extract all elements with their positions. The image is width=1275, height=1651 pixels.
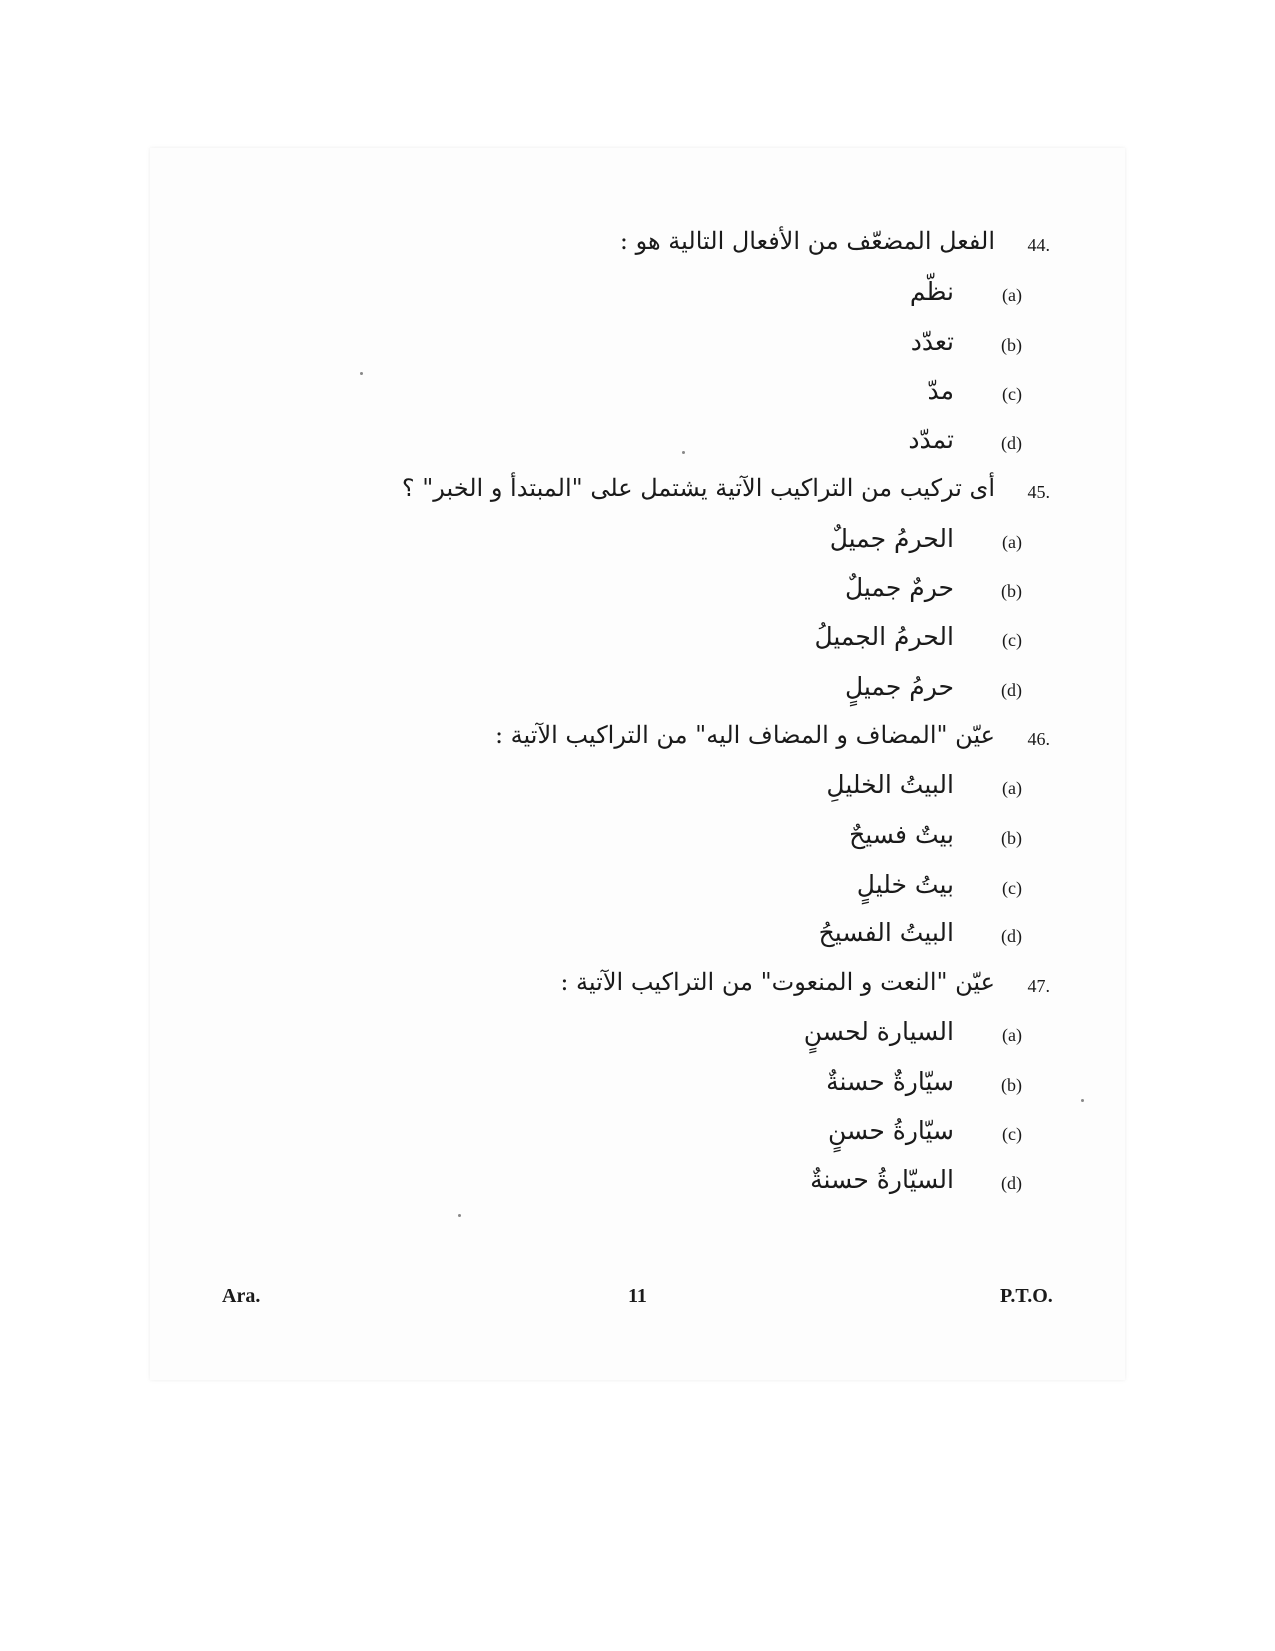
option-label: (c) bbox=[1002, 630, 1022, 650]
option-44-b[interactable] bbox=[0, 321, 1022, 373]
option-text: بيتٌ فسيحٌ bbox=[849, 820, 954, 849]
scan-speck bbox=[458, 1214, 461, 1217]
option-text: الحرمُ جميلٌ bbox=[829, 524, 954, 553]
option-text: نظّم bbox=[909, 277, 954, 306]
option-text: البيتُ الخليلِ bbox=[826, 770, 954, 799]
question-47 bbox=[0, 962, 1050, 1014]
question-45 bbox=[0, 468, 1050, 520]
option-47-d[interactable] bbox=[0, 1159, 1022, 1211]
option-label: (b) bbox=[1001, 581, 1022, 601]
scan-speck bbox=[1081, 1099, 1084, 1102]
option-44-a[interactable] bbox=[0, 271, 1022, 323]
option-text: مدّ bbox=[927, 376, 954, 405]
scan-speck bbox=[682, 451, 685, 454]
option-text: الحرمُ الجميلُ bbox=[814, 622, 954, 651]
option-text: تمدّد bbox=[908, 425, 954, 454]
option-46-c[interactable] bbox=[0, 864, 1022, 916]
question-text: عيّن "المضاف و المضاف اليه" من التراكيب الآتية : bbox=[494, 721, 995, 749]
question-46 bbox=[0, 715, 1050, 767]
question-text: أى تركيب من التراكيب الآتية يشتمل على "المبتدأ و الخبر" ؟ bbox=[401, 474, 995, 502]
option-46-b[interactable] bbox=[0, 814, 1022, 866]
option-45-b[interactable] bbox=[0, 567, 1022, 619]
option-label: (b) bbox=[1001, 1075, 1022, 1095]
option-text: سيّارةٌ حسنةٌ bbox=[826, 1067, 954, 1096]
option-text: حرمُ جميلٍ bbox=[844, 672, 954, 701]
option-text: البيتُ الفسيحُ bbox=[818, 918, 954, 947]
scan-speck bbox=[360, 372, 363, 375]
option-44-d[interactable] bbox=[0, 419, 1022, 471]
option-45-a[interactable] bbox=[0, 518, 1022, 570]
option-text: السيارة لحسنٍ bbox=[803, 1017, 954, 1046]
option-45-c[interactable] bbox=[0, 616, 1022, 668]
option-label: (a) bbox=[1002, 285, 1022, 305]
option-label: (d) bbox=[1001, 680, 1022, 700]
page-number: 11 bbox=[628, 1285, 647, 1307]
option-46-d[interactable] bbox=[0, 912, 1022, 964]
option-text: بيتُ خليلٍ bbox=[856, 870, 954, 899]
option-text: تعدّد bbox=[910, 327, 954, 356]
question-text: عيّن "النعت و المنعوت" من التراكيب الآتية : bbox=[560, 968, 995, 996]
question-44 bbox=[0, 221, 1050, 273]
option-label: (d) bbox=[1001, 1173, 1022, 1193]
footer-subject-code: Ara. bbox=[222, 1285, 261, 1307]
option-46-a[interactable] bbox=[0, 764, 1022, 816]
option-label: (b) bbox=[1001, 335, 1022, 355]
option-label: (c) bbox=[1002, 384, 1022, 404]
question-number: 45. bbox=[1027, 482, 1050, 502]
option-47-b[interactable] bbox=[0, 1061, 1022, 1113]
option-label: (a) bbox=[1002, 532, 1022, 552]
option-47-a[interactable] bbox=[0, 1011, 1022, 1063]
option-label: (c) bbox=[1002, 878, 1022, 898]
question-number: 44. bbox=[1027, 235, 1050, 255]
option-label: (d) bbox=[1001, 926, 1022, 946]
option-label: (a) bbox=[1002, 1025, 1022, 1045]
option-label: (a) bbox=[1002, 778, 1022, 798]
option-text: حرمٌ جميلٌ bbox=[844, 573, 954, 602]
option-text: سيّارةُ حسنٍ bbox=[827, 1116, 954, 1145]
footer-pto: P.T.O. bbox=[1000, 1285, 1053, 1307]
option-44-c[interactable] bbox=[0, 370, 1022, 422]
option-label: (c) bbox=[1002, 1124, 1022, 1144]
option-47-c[interactable] bbox=[0, 1110, 1022, 1162]
question-number: 46. bbox=[1027, 729, 1050, 749]
option-text: السيّارةُ حسنةٌ bbox=[810, 1165, 954, 1194]
question-text: الفعل المضعّف من الأفعال التالية هو : bbox=[619, 227, 995, 255]
option-45-d[interactable] bbox=[0, 666, 1022, 718]
option-label: (d) bbox=[1001, 433, 1022, 453]
question-number: 47. bbox=[1027, 976, 1050, 996]
option-label: (b) bbox=[1001, 828, 1022, 848]
